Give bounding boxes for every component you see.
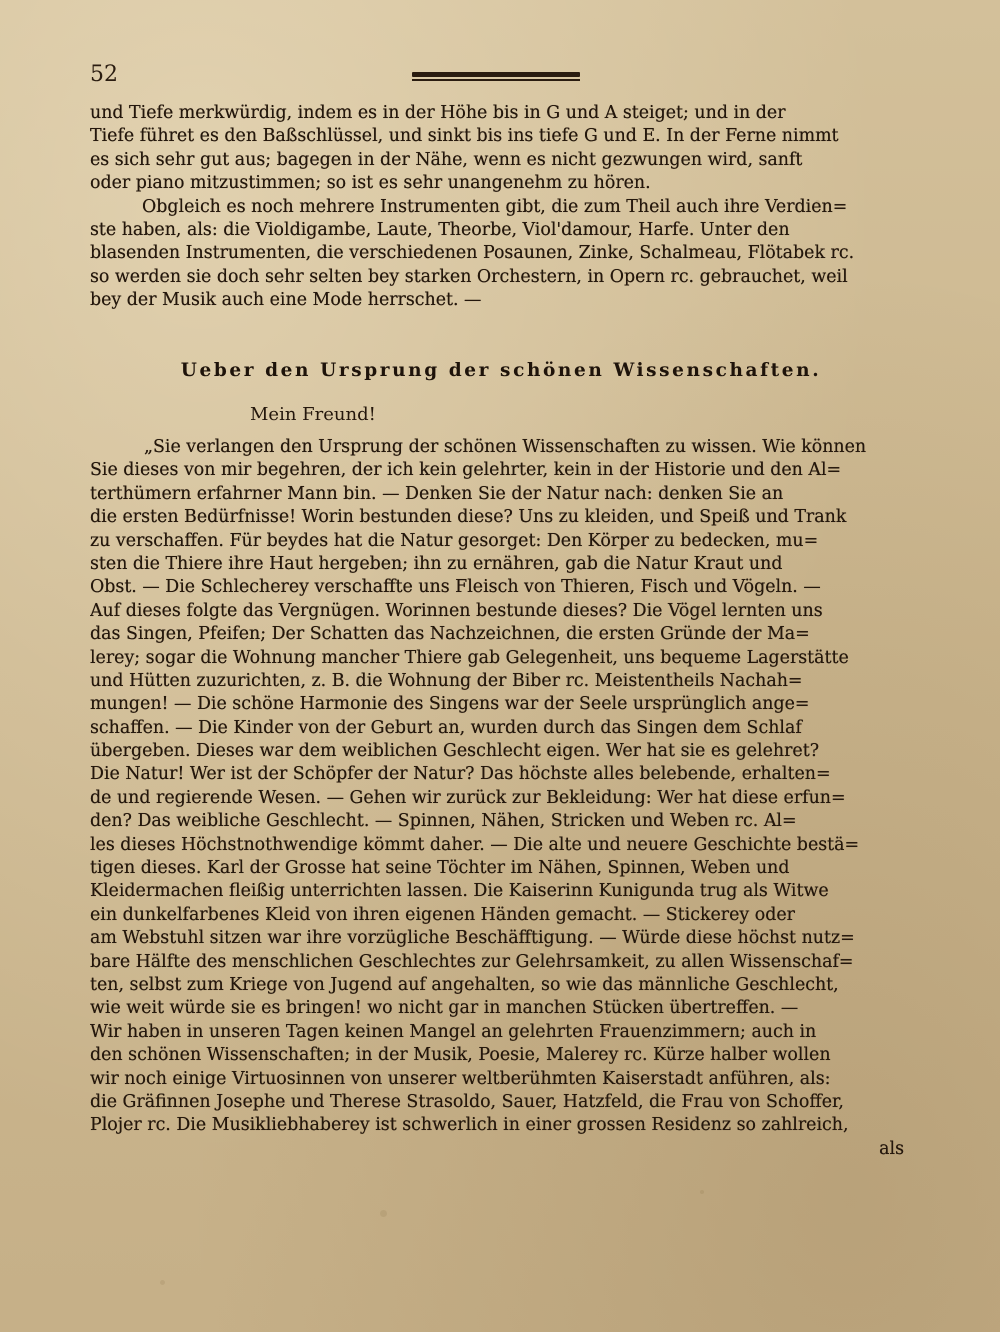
text-line: Die Natur! Wer ist der Schöpfer der Natur? Das höchste alles belebende, erhalten= (90, 764, 831, 785)
text-line: übergeben. Dieses war dem weiblichen Geschlecht eigen. Wer hat sie es gelehret? (90, 741, 820, 762)
text-line: und Hütten zuzurichten, z. B. die Wohnung der Biber rc. Meistentheils Nachah= (90, 670, 803, 691)
header-rule (412, 72, 580, 77)
paper-stain (380, 1210, 387, 1217)
text-line: ste haben, als: die Violdigambe, Laute, Theorbe, Viol'damour, Harfe. Unter den (90, 219, 790, 240)
text-line: Obst. — Die Schlecherey verschaffte uns Fleisch von Thieren, Fisch und Vögeln. — (90, 577, 821, 598)
text-line: den schönen Wissenschaften; in der Musik, Poesie, Malerey rc. Kürze halber wollen (90, 1045, 831, 1066)
text-line: den? Das weibliche Geschlecht. — Spinnen, Nähen, Stricken und Weben rc. Al= (90, 811, 797, 832)
section-title: Ueber den Ursprung der schönen Wissenschaften. (180, 360, 822, 381)
catchword: als (879, 1138, 904, 1159)
text-line: zu verschaffen. Für beydes hat die Natur gesorget: Den Körper zu bedecken, mu= (90, 530, 819, 551)
text-line: so werden sie doch sehr selten bey starken Orchestern, in Opern rc. gebrauchet, weil (90, 266, 848, 287)
page-header (90, 62, 910, 92)
text-line: blasenden Instrumenten, die verschiedenen Posaunen, Zinke, Schalmeau, Flötabek rc. (90, 243, 855, 264)
text-line: und Tiefe merkwürdig, indem es in der Höhe bis in G und A steiget; und in der (90, 103, 786, 123)
text-line: Sie dieses von mir begehren, der ich kein gelehrter, kein in der Historie und den Al= (90, 460, 842, 481)
text-line: Auf dieses folgte das Vergnügen. Worinnen bestunde dieses? Die Vögel lernten uns (90, 600, 823, 621)
text-line: terthümern erfahrner Mann bin. — Denken Sie der Natur nach: denken Sie an (90, 483, 784, 504)
text-line: bare Hälfte des menschlichen Geschlechtes zur Gelehrsamkeit, zu allen Wissenschaf= (90, 951, 854, 972)
text-line: Tiefe führet es den Baßschlüssel, und sinkt bis ins tiefe G und E. In der Ferne nimmt (90, 126, 839, 147)
text-line: tigen dieses. Karl der Grosse hat seine Töchter im Nähen, Spinnen, Weben und (90, 858, 790, 879)
text-line: lerey; sogar die Wohnung mancher Thiere gab Gelegenheit, uns bequeme Lagerstätte (90, 647, 849, 668)
text-line: am Webstuhl sitzen war ihre vorzügliche Beschäfftigung. — Würde diese höchst nutz= (90, 928, 855, 949)
text-line: bey der Musik auch eine Mode herrschet. — (90, 290, 482, 311)
intro-paragraphs (90, 102, 912, 313)
text-line: de und regierende Wesen. — Gehen wir zurück zur Bekleidung: Wer hat diese erfun= (90, 787, 846, 808)
text-line: Kleidermachen fleißig unterrichten lassen. Die Kaiserinn Kunigunda trug als Witwe (90, 881, 829, 902)
text-line: mungen! — Die schöne Harmonie des Singens war der Seele ursprünglich ange= (90, 694, 810, 715)
text-line: oder piano mitzustimmen; so ist es sehr unangenehm zu hören. (90, 173, 651, 194)
text-line: das Singen, Pfeifen; Der Schatten das Nachzeichnen, die ersten Gründe der Ma= (90, 624, 810, 645)
page-number: 52 (90, 62, 118, 87)
text-line: sten die Thiere ihre Haut hergeben; ihn zu ernähren, gab die Natur Kraut und (90, 553, 783, 574)
paper-stain (700, 1190, 704, 1194)
letter-salutation: Mein Freund! (250, 404, 376, 425)
text-line: wir noch einige Virtuosinnen von unserer weltberühmten Kaiserstadt anführen, als: (90, 1068, 831, 1089)
text-line: schaffen. — Die Kinder von der Geburt an, wurden durch das Singen dem Schlaf (90, 717, 802, 738)
paper-stain (160, 1280, 165, 1285)
text-line: ten, selbst zum Kriege von Jugend auf angehalten, so wie das männliche Geschlecht, (90, 974, 839, 995)
header-rule-thin (412, 79, 580, 81)
text-line: die Gräfinnen Josephe und Therese Strasoldo, Sauer, Hatzfeld, die Frau von Schoffer, (90, 1091, 844, 1112)
text-line: Obgleich es noch mehrere Instrumenten gibt, die zum Theil auch ihre Verdien= (142, 196, 848, 217)
text-line: wie weit würde sie es bringen! wo nicht gar in manchen Stücken übertreffen. — (90, 998, 799, 1019)
text-line: les dieses Höchstnothwendige kömmt daher. — Die alte und neuere Geschichte bestä= (90, 834, 860, 855)
text-line: ein dunkelfarbenes Kleid von ihren eigenen Händen gemacht. — Stickerey oder (90, 904, 795, 925)
text-line: Wir haben in unseren Tagen keinen Mangel an gelehrten Frauenzimmern; auch in (90, 1021, 817, 1042)
text-line: Plojer rc. Die Musikliebhaberey ist schwerlich in einer grossen Residenz so zahlreich, (90, 1115, 849, 1136)
text-line: die ersten Bedürfnisse! Worin bestunden diese? Uns zu kleiden, und Speiß und Trank (90, 507, 847, 528)
text-line: es sich sehr gut aus; bagegen in der Nähe, wenn es nicht gezwungen wird, sanft (90, 149, 803, 170)
text-line: „Sie verlangen den Ursprung der schönen Wissenschaften zu wissen. Wie können (144, 437, 867, 457)
letter-body (90, 436, 912, 1161)
